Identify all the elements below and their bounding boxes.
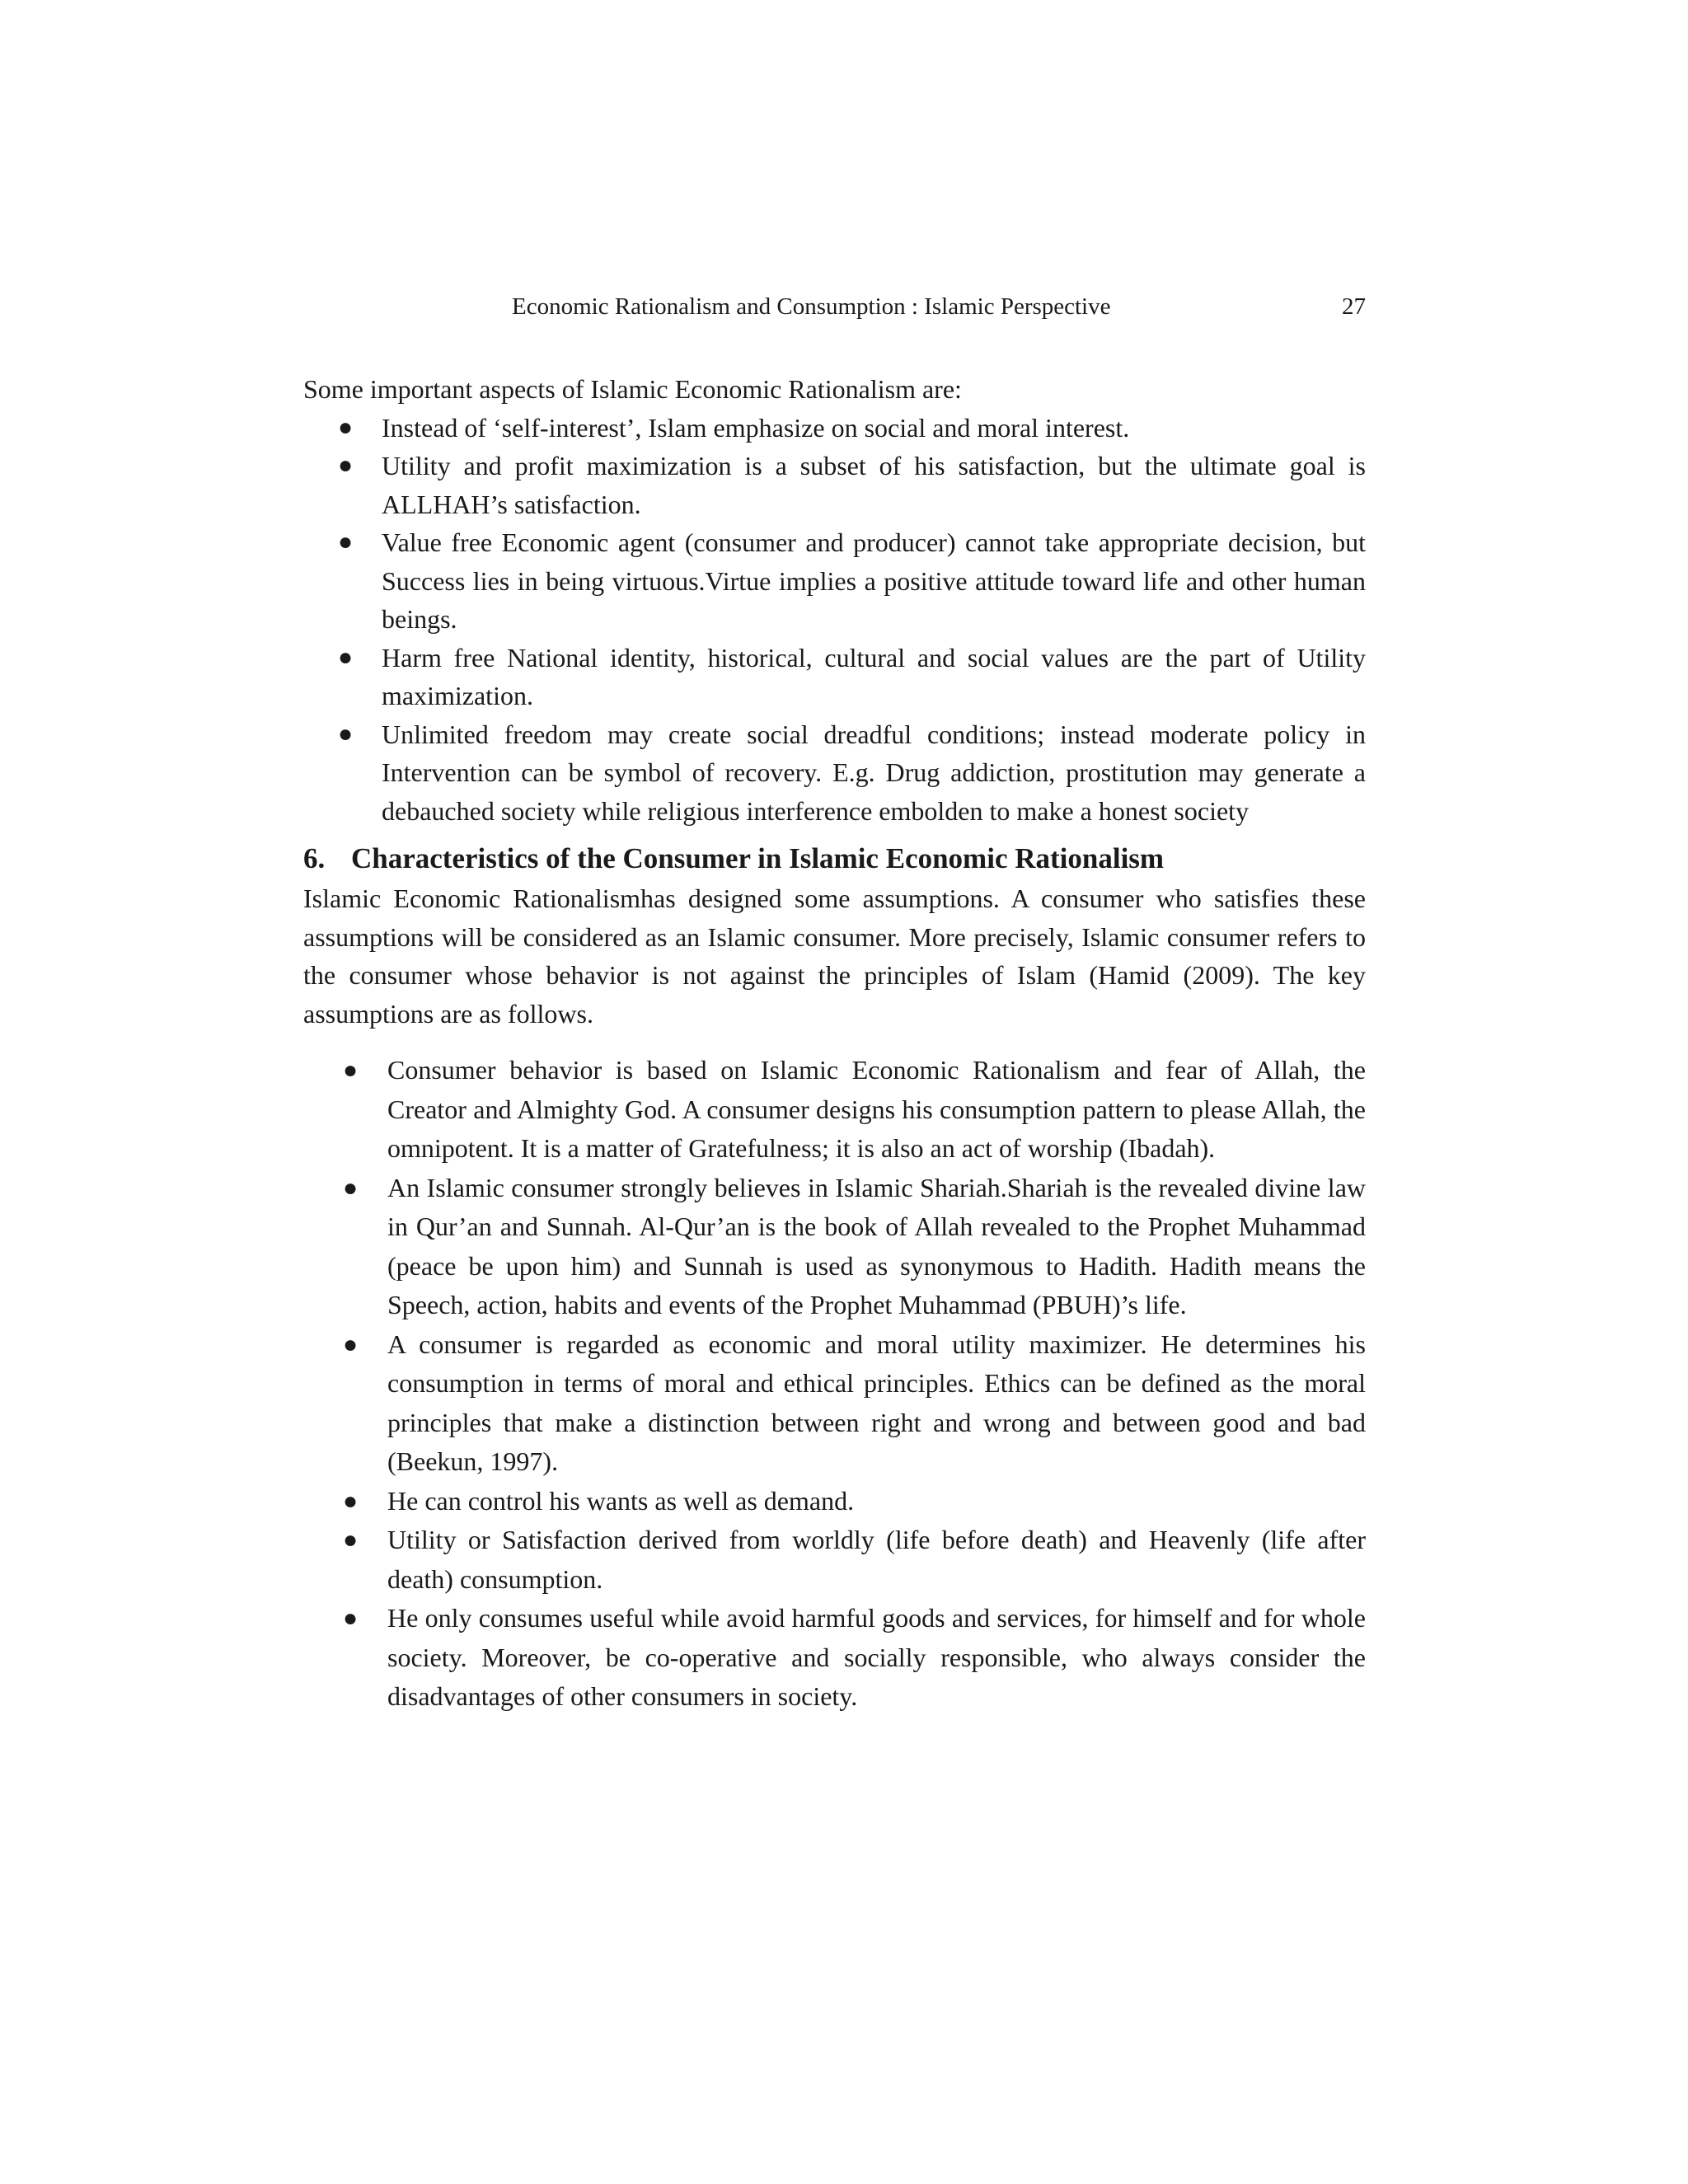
list-item-text: A consumer is regarded as economic and moral utility maximizer. He determines his consumption in terms of moral and ethical principles. Ethics can be defined as the moral principles that make a distinction between right and wrong and between good and bad (Beekun, 1997). <box>387 1329 1366 1476</box>
bullet-icon: ● <box>343 1605 359 1632</box>
list-item-text: Harm free National identity, historical, cultural and social values are the part of Utility maximization. <box>382 642 1366 710</box>
assumptions-list <box>303 1051 1366 1717</box>
bullet-icon: ● <box>338 528 354 555</box>
bullet-icon: ● <box>338 719 354 748</box>
bullet-icon: ● <box>343 1057 359 1084</box>
list-item-text: Value free Economic agent (consumer and producer) cannot take appropriate decision, but Success lies in being virtuous.Virtue implies a positive attitude toward life and other human beings. <box>382 527 1366 634</box>
section-heading <box>303 838 1366 879</box>
section-paragraph: Islamic Economic Rationalismhas designed some assumptions. A consumer who satisfies these assumptions will be considered as an Islamic consumer. More precisely, Islamic consumer refers to the consumer whose behavior is not against the principles of Islam (Hamid (2009). The key assumptions are as follows. <box>303 883 1366 1029</box>
section-title: Characteristics of the Consumer in Islamic Economic Rationalism <box>351 842 1165 874</box>
list-item-text: Utility and profit maximization is a subset of his satisfaction, but the ultimate goal is ALLHAH’s satisfaction. <box>382 451 1366 519</box>
intro-sentence: Some important aspects of Islamic Economic Rationalism are: <box>303 374 962 404</box>
page-number: 27 <box>1342 293 1366 320</box>
list-item <box>303 1051 1366 1169</box>
bullet-icon: ● <box>338 452 354 479</box>
bullet-icon: ● <box>343 1526 359 1554</box>
list-item-text: An Islamic consumer strongly believes in Islamic Shariah.Shariah is the revealed divine law in Qur’an and Sunnah. Al-Qur’an is the book of Allah revealed to the Prophet Muhammad (peace be upon him) and Sunnah is used as synonymous to Hadith. Hadith means the Speech, action, habits and events of the Prophet Muhammad (PBUH)’s life. <box>387 1172 1366 1319</box>
aspects-list <box>303 409 1366 831</box>
list-item <box>303 409 1366 448</box>
bullet-icon: ● <box>343 1487 359 1515</box>
list-item-text: Unlimited freedom may create social dreadful conditions; instead moderate policy in Intervention can be symbol of recovery. E.g. Drug addiction, prostitution may generate a debauched society while religious interference embolden to make a honest society <box>382 719 1366 826</box>
bullet-icon: ● <box>338 643 354 671</box>
list-item <box>303 447 1366 523</box>
running-title: Economic Rationalism and Consumption : Islamic Perspective <box>512 293 1111 320</box>
list-item-text: Utility or Satisfaction derived from worldly (life before death) and Heavenly (life after death) consumption. <box>387 1525 1366 1594</box>
list-item-text: He only consumes useful while avoid harmful goods and services, for himself and for whole society. Moreover, be co-operative and socially responsible, who always consider the disadvantages of other consumers in society. <box>387 1603 1366 1711</box>
list-item <box>303 715 1366 831</box>
list-item <box>303 1325 1366 1482</box>
bullet-icon: ● <box>338 413 354 441</box>
list-item <box>303 1169 1366 1325</box>
list-item <box>303 1482 1366 1521</box>
list-item <box>303 1599 1366 1717</box>
list-item <box>303 523 1366 639</box>
section-number: 6. <box>303 842 326 874</box>
page-header <box>303 293 1366 326</box>
list-item-text: Instead of ‘self-interest’, Islam emphasize on social and moral interest. <box>382 412 1130 443</box>
list-item <box>303 639 1366 715</box>
list-item <box>303 1521 1366 1599</box>
bullet-icon: ● <box>343 1330 359 1358</box>
list-item-text: Consumer behavior is based on Islamic Economic Rationalism and fear of Allah, the Creator and Almighty God. A consumer designs his consumption pattern to please Allah, the omnipotent. It is a matter of Gratefulness; it is also an act of worship (Ibadah). <box>387 1055 1366 1163</box>
page-body <box>303 370 1366 1717</box>
list-item-text: He can control his wants as well as demand. <box>387 1485 855 1516</box>
bullet-icon: ● <box>343 1174 359 1202</box>
